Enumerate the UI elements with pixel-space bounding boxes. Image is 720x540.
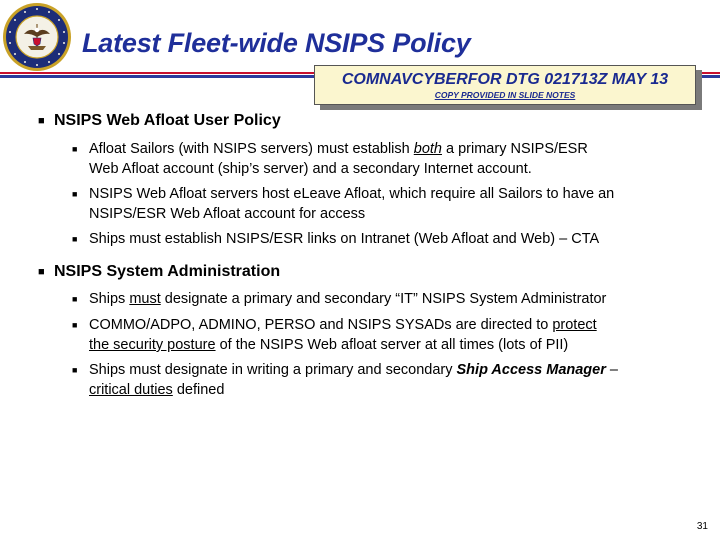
navy-seal-icon (2, 2, 72, 72)
square-bullet-icon: ■ (72, 144, 78, 154)
list-item: ■ COMMO/ADPO, ADMINO, PERSO and NSIPS SYSADs are directed to protect the security posture of the NSIPS Web afloat server at all times (lots of PII) (72, 317, 597, 353)
dtg-note: COPY PROVIDED IN SLIDE NOTES (434, 90, 576, 100)
page-number: 31 (696, 521, 708, 532)
dtg-reference: COMNAVCYBERFOR DTG 021713Z MAY 13 (341, 71, 669, 88)
slide-title: Latest Fleet-wide NSIPS Policy (82, 28, 471, 58)
dtg-callout (314, 65, 696, 105)
square-bullet-icon: ■ (38, 266, 45, 278)
square-bullet-icon: ■ (38, 115, 45, 127)
list-item: ■ Ships must establish NSIPS/ESR links on Intranet (Web Afloat and Web) – CTA (72, 231, 600, 247)
list-item: ■ Ships must designate in writing a primary and secondary Ship Access Manager – critical duties defined (72, 362, 618, 398)
square-bullet-icon: ■ (72, 294, 78, 304)
square-bullet-icon: ■ (72, 189, 78, 199)
list-item: ■ Ships must designate a primary and secondary “IT” NSIPS System Administrator (72, 291, 607, 307)
square-bullet-icon: ■ (72, 365, 78, 375)
square-bullet-icon: ■ (72, 234, 78, 244)
list-item: ■ NSIPS Web Afloat servers host eLeave Afloat, which require all Sailors to have an NSIPS/ESR Web Afloat account for access (72, 186, 615, 222)
square-bullet-icon: ■ (72, 320, 78, 330)
list-item: ■ Afloat Sailors (with NSIPS servers) must establish both a primary NSIPS/ESR Web Afloat account (ship’s server) and a secondary Internet account. (72, 141, 588, 177)
